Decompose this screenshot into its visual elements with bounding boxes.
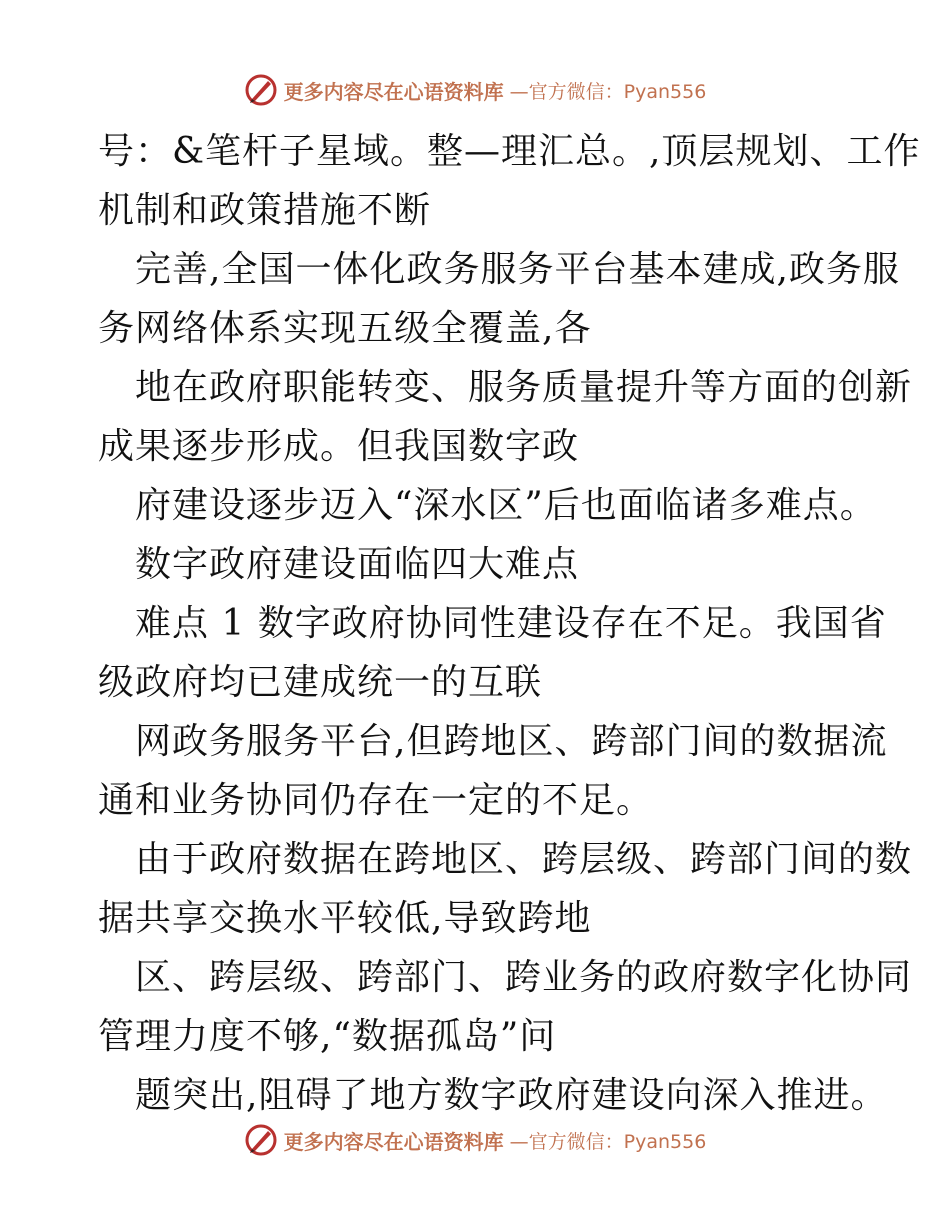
footer-watermark [0, 1120, 950, 1160]
text-line: 网政务服务平台,但跨地区、跨部门间的数据流 [135, 721, 888, 762]
text-line: 题突出,阻碍了地方数字政府建设向深入推进。 [135, 1075, 888, 1116]
text-line: 地在政府职能转变、服务质量提升等方面的创新 [135, 367, 913, 408]
text-line: 据共享交换水平较低,导致跨地 [98, 898, 592, 939]
section-heading: 数字政府建设面临四大难点 [135, 544, 580, 585]
watermark-official-account: —官方微信：Pyan556 [509, 1130, 707, 1153]
watermark-brand: 更多内容尽在心语资料库 [283, 79, 504, 104]
document-body [98, 122, 921, 1125]
text-line: 由于政府数据在跨地区、跨层级、跨部门间的数 [135, 839, 913, 880]
text-line: 府建设逐步迈入“深水区”后也面临诸多难点。 [135, 485, 877, 526]
text-line: 通和业务协同仍存在一定的不足。 [98, 780, 654, 821]
text-line: 难点 1 数字政府协同性建设存在不足。我国省 [135, 603, 887, 644]
text-line: 级政府均已建成统一的互联 [98, 662, 543, 703]
text-line: 成果逐步形成。但我国数字政 [98, 426, 580, 467]
text-line: 完善,全国一体化政务服务平台基本建成,政务服 [135, 249, 900, 290]
text-line: 号：&笔杆子星域。整—理汇总。,顶层规划、工作 [98, 131, 921, 172]
pen-circle-logo-icon [244, 73, 278, 107]
pen-circle-logo-icon [244, 1123, 278, 1157]
watermark-brand: 更多内容尽在心语资料库 [283, 1129, 504, 1154]
header-watermark [0, 70, 950, 110]
text-line: 区、跨层级、跨部门、跨业务的政府数字化协同 [135, 957, 913, 998]
text-line: 管理力度不够,“数据孤岛”问 [98, 1016, 557, 1057]
watermark-official-account: —官方微信：Pyan556 [509, 80, 707, 103]
text-line: 务网络体系实现五级全覆盖,各 [98, 308, 592, 349]
text-line: 机制和政策措施不断 [98, 190, 432, 231]
